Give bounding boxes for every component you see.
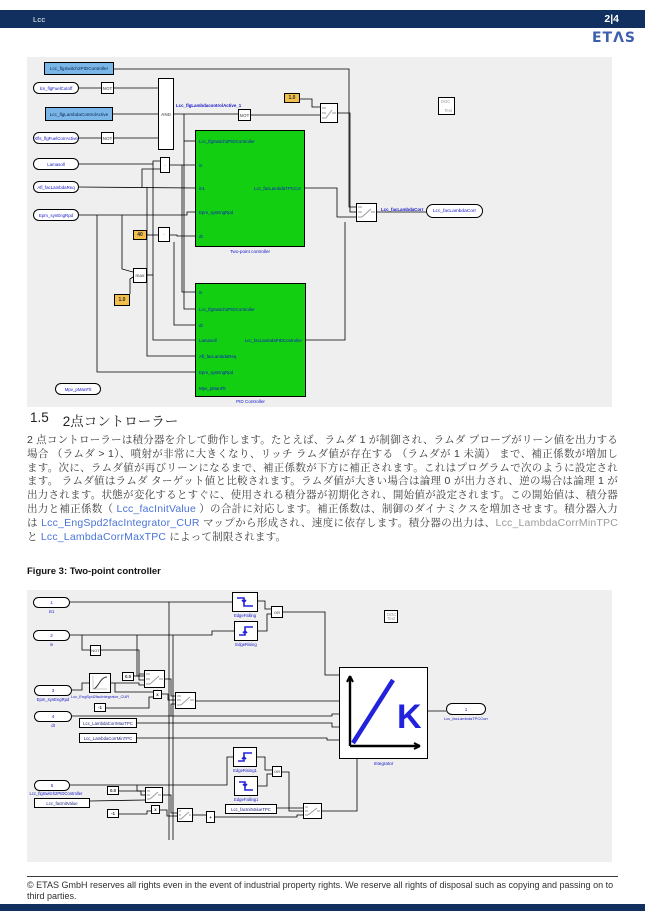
product-label: x <box>154 807 157 812</box>
switch-icon <box>357 204 376 221</box>
link-facinitvalue[interactable]: Lcc_facInitValue <box>116 502 197 515</box>
constant-40 <box>133 230 147 240</box>
switch-block-b <box>175 692 196 709</box>
curve-icon <box>90 674 110 692</box>
diagram-overview <box>27 57 612 407</box>
header-bar <box>0 10 645 28</box>
pid-input-1: Lcc_flgSwitch2PIDController <box>199 307 255 312</box>
inport-fuelcutoff <box>33 82 79 94</box>
pid-input-0: in <box>199 290 203 295</box>
doc-text-block <box>438 97 455 115</box>
switch-icon <box>304 804 321 818</box>
constant-neg1-label: -1 <box>98 705 102 710</box>
edge-rising1-block <box>233 747 257 767</box>
edge-falling1-label: EdgeFalling1 <box>234 797 258 802</box>
outport-1 <box>446 703 486 715</box>
or-label: OR <box>274 609 280 615</box>
link-engspd2facintegrator[interactable]: Lcc_EngSpd2facIntegrator_CUR <box>41 516 200 529</box>
pid-input-5: Epm_synEngRpd <box>199 370 234 375</box>
footer-divider <box>27 876 618 877</box>
switch-block-output <box>356 203 377 222</box>
not-block-1 <box>101 82 114 94</box>
inport-lamasoll <box>33 158 79 170</box>
etas-logo: ETΛS <box>591 30 636 46</box>
not-block-3 <box>238 109 251 121</box>
constant-0-0b <box>107 786 119 795</box>
or-block-1 <box>271 606 283 618</box>
signal-label-lambdacontrolactive1: Lcc_flgLambdacontrolActive_1 <box>176 103 242 108</box>
compare-label: · <box>164 162 166 168</box>
outport-faclambdacorr <box>426 204 483 218</box>
para-seg4: と <box>27 530 41 543</box>
inport-pman-label: Mpv_pManFlt <box>64 386 92 392</box>
product-block-a <box>153 690 162 699</box>
switch-icon <box>176 693 195 708</box>
constant-neg1b <box>107 809 119 818</box>
edge-rising-block <box>234 621 258 641</box>
max-block <box>133 268 147 283</box>
footer-bar <box>0 904 645 911</box>
small-op-label: · <box>163 232 165 237</box>
inport-2 <box>33 630 70 641</box>
subsystem-pid-controller <box>195 283 306 397</box>
inport-1 <box>33 597 70 608</box>
body-paragraph <box>27 434 618 544</box>
footer-copyright: © ETAS GmbH reserves all rights even in the event of industrial property rights. We reserve all rights of disposal such as copying and passing on to third parties. <box>27 880 614 901</box>
inport-lambdareq <box>33 181 79 193</box>
outport-faclambdacorr-label: Lcc_facLambdaCorr <box>432 208 477 214</box>
header-page-number: 2|4 <box>604 13 619 25</box>
not-label: NOT <box>239 112 250 118</box>
constant-0-0b-label: 0.0 <box>109 788 117 793</box>
inport-2-label: in <box>49 642 54 647</box>
input-block-switch2pid <box>44 62 114 75</box>
param-lambdacorrmaxtpc-label: Lcc_LambdaCorrMaxTPC <box>83 720 133 726</box>
curve-lookup-block <box>89 673 111 693</box>
edge-falling-label: EdgeFalling <box>233 613 257 618</box>
signal-label-faclambdacorr: Lcc_facLambdaCorr <box>381 207 424 212</box>
or-block-2 <box>272 766 282 777</box>
inport-fuelcutoff-label: lcs_flgFuelCutoff <box>39 85 73 91</box>
switch-icon <box>321 104 337 122</box>
tpc-input-4: dt <box>199 234 203 239</box>
integrator-block <box>339 667 428 759</box>
edge-falling-block <box>232 592 258 612</box>
param-lambdacorrmintpc-label: Lcc_LambdaCorrMinTPC <box>83 735 133 741</box>
pid-input-6: Mpv_pManFlt <box>199 386 226 391</box>
compare-block <box>160 157 170 173</box>
para-seg5: によって制限されます。 <box>166 530 287 543</box>
inport-fuelcorractive-label: Xfls_flgFuelCorrActive <box>34 135 78 141</box>
not-block <box>90 645 101 656</box>
param-lambdacorrmaxtpc <box>79 718 137 728</box>
switch-icon <box>146 788 162 802</box>
pid-input-4: Afl_facLambdaReq <box>199 354 237 359</box>
figure-caption: Figure 3: Two-point controller <box>27 566 161 577</box>
tpc-input-1: in <box>199 163 203 168</box>
switch-icon <box>145 671 164 687</box>
inport-pman <box>55 383 101 395</box>
edge-rising-icon <box>235 749 255 765</box>
param-lambdacorrmintpc <box>79 733 137 743</box>
and-block <box>158 78 174 150</box>
outport-1-num: 1 <box>464 706 468 712</box>
link-lambdacorrmaxtpc[interactable]: Lcc_LambdaCorrMaxTPC <box>40 530 167 543</box>
inport-2-num: 2 <box>50 633 53 638</box>
edge-rising1-label: EdgeRising1 <box>233 768 257 773</box>
pid-input-2: dt <box>199 323 203 328</box>
switch-block-d <box>145 787 163 803</box>
constant-0-0-label: 0.0 <box>124 674 132 679</box>
svg-text:K: K <box>397 698 422 736</box>
inport-5 <box>34 780 70 791</box>
max-label: max <box>135 273 145 278</box>
tpc-input-3: Epm_synEngRpd <box>199 210 234 215</box>
doc-label: DOC <box>387 612 397 617</box>
not-block-2 <box>101 132 114 144</box>
tpc-output: Lcc_facLambdaTPCCor <box>254 186 301 191</box>
switch-icon <box>178 809 192 821</box>
pid-output: Lcc_facLambdaPIDController <box>244 338 302 343</box>
param-facinitvaluetpc <box>225 804 277 814</box>
not-label: NOT <box>102 135 113 141</box>
input-block-lambdacontrolactive <box>45 107 113 121</box>
constant-1-0b-label: 1.0 <box>118 297 126 303</box>
para-seg2: ）の合計に対応します。補正係数は、制御のダイナミクスを増加させます。積分器入力は <box>27 502 619 529</box>
small-op-block <box>158 227 170 242</box>
constant-40-label: 40 <box>137 232 143 238</box>
inport-engspd <box>33 209 79 221</box>
header-module-name: Lcc <box>33 14 46 24</box>
inport-4 <box>34 711 72 722</box>
doc-text-block-2 <box>384 610 398 623</box>
edge-falling1-block <box>234 776 258 796</box>
para-seg1: 2 点コントローラーは積分器を介して動作します。たとえば、ラムダ 1 が制御され、ラムダ プローブがリーン値を出力する場合 （ラムダ > 1）、噴射が非常に大きくなり、リッチ ラムダ値が存在する （ラムダが 1 未満） まで、補正係数が増加します。次に、ラムダ値が再びリーンになるまで、補正係数が下方に補正されます。これはプログラムで次のように設定されます。 ラムダ値はラムダ ターゲット値と比較されます。ラムダ値が大きい場合は論理 0 が出力され、逆の場合は論理 1 が出力されます。状態が変化するとすぐに、使用される積分器が初期化され、開始値が設定されます。この開始値は、積分器出力と補正係数（ <box>27 434 618 515</box>
inport-4-num: 4 <box>51 714 55 719</box>
or-label: OR <box>274 769 280 774</box>
switch-block-top <box>320 103 338 123</box>
doc-sub-label: Text <box>387 616 395 621</box>
edge-falling-icon <box>234 594 256 610</box>
input-block-lambdacontrolactive-label: Lcc_flgLambdaControlActive <box>49 111 109 117</box>
para-seg3: マップから形成され、速度に依存します。積分器の出力は、 <box>199 516 496 529</box>
link-lambdacorrmintpc[interactable]: Lcc_LambdaCorrMinTPC <box>495 516 618 529</box>
tpc-input-2: in1 <box>199 186 205 191</box>
constant-1-0 <box>284 93 300 103</box>
product-label: x <box>156 692 159 697</box>
not-label: NOT <box>91 648 100 653</box>
inport-3-label: Epm_synEngRpd <box>36 697 70 702</box>
doc-label: DOC <box>441 99 451 104</box>
edge-falling-icon <box>236 778 256 794</box>
integrator-caption: Integrator <box>373 761 394 766</box>
inport-3-num: 3 <box>51 688 55 693</box>
inport-lamasoll-label: Lamasoll <box>47 161 65 167</box>
param-facinitvalue <box>34 798 90 808</box>
inport-engspd-label: Epm_synEngRpd <box>38 212 74 218</box>
section-heading <box>30 410 178 430</box>
param-facinitvalue-label: Lcc_facInitValue <box>46 800 78 806</box>
sum-block <box>206 811 215 823</box>
param-facinitvaluetpc-label: Lcc_facInitValueTPC <box>231 806 271 812</box>
inport-5-label: Lcc_flgSwitch2PIDController <box>29 791 83 796</box>
inport-1-label: in1 <box>48 609 55 614</box>
pid-input-3: Lamasoll <box>199 338 217 343</box>
edge-rising-label: EdgeRising <box>235 642 257 647</box>
section-title: 2点コントローラー <box>62 414 179 429</box>
constant-neg1 <box>94 703 106 712</box>
product-block-b <box>151 805 160 814</box>
and-label: AND <box>161 111 171 117</box>
inport-4-label: dt <box>51 723 55 728</box>
diagram-two-point-controller <box>27 590 612 862</box>
switch-block-c <box>303 803 322 819</box>
constant-neg1b-label: -1 <box>111 811 115 816</box>
section-number: 1.5 <box>30 410 49 425</box>
subsystem-two-point-controller <box>195 130 305 247</box>
not-label: NOT <box>102 85 113 91</box>
tpc-input-0: Lcc_flgSwitch2PIDController <box>199 139 255 144</box>
switch-block-e <box>177 808 193 822</box>
sum-label: + <box>209 814 212 820</box>
inport-lambdareq-label: Afl_facLambdaReq <box>37 184 75 190</box>
edge-rising-icon <box>236 623 256 639</box>
constant-0-0 <box>122 672 134 681</box>
pid-caption: PID Controller <box>236 399 265 404</box>
inport-1-num: 1 <box>50 600 53 605</box>
constant-1-0b <box>114 294 130 306</box>
integrator-icon <box>340 668 427 758</box>
outport-1-label: Lcc_facLambdaTPCCorr <box>443 716 489 721</box>
input-block-switch2pid-label: Lcc_flgSwitch2PIDController <box>49 66 109 71</box>
switch-block-a <box>144 670 165 688</box>
doc-sub-label: Text <box>444 108 452 113</box>
tpc-caption: Two-point controller <box>229 249 271 254</box>
inport-fuelcorractive <box>33 132 79 144</box>
constant-1-0-label: 1.0 <box>288 95 296 101</box>
inport-5-num: 5 <box>50 783 54 788</box>
curve-label: Lcc_EngSpd2facIntegrator_CUR <box>70 694 130 699</box>
